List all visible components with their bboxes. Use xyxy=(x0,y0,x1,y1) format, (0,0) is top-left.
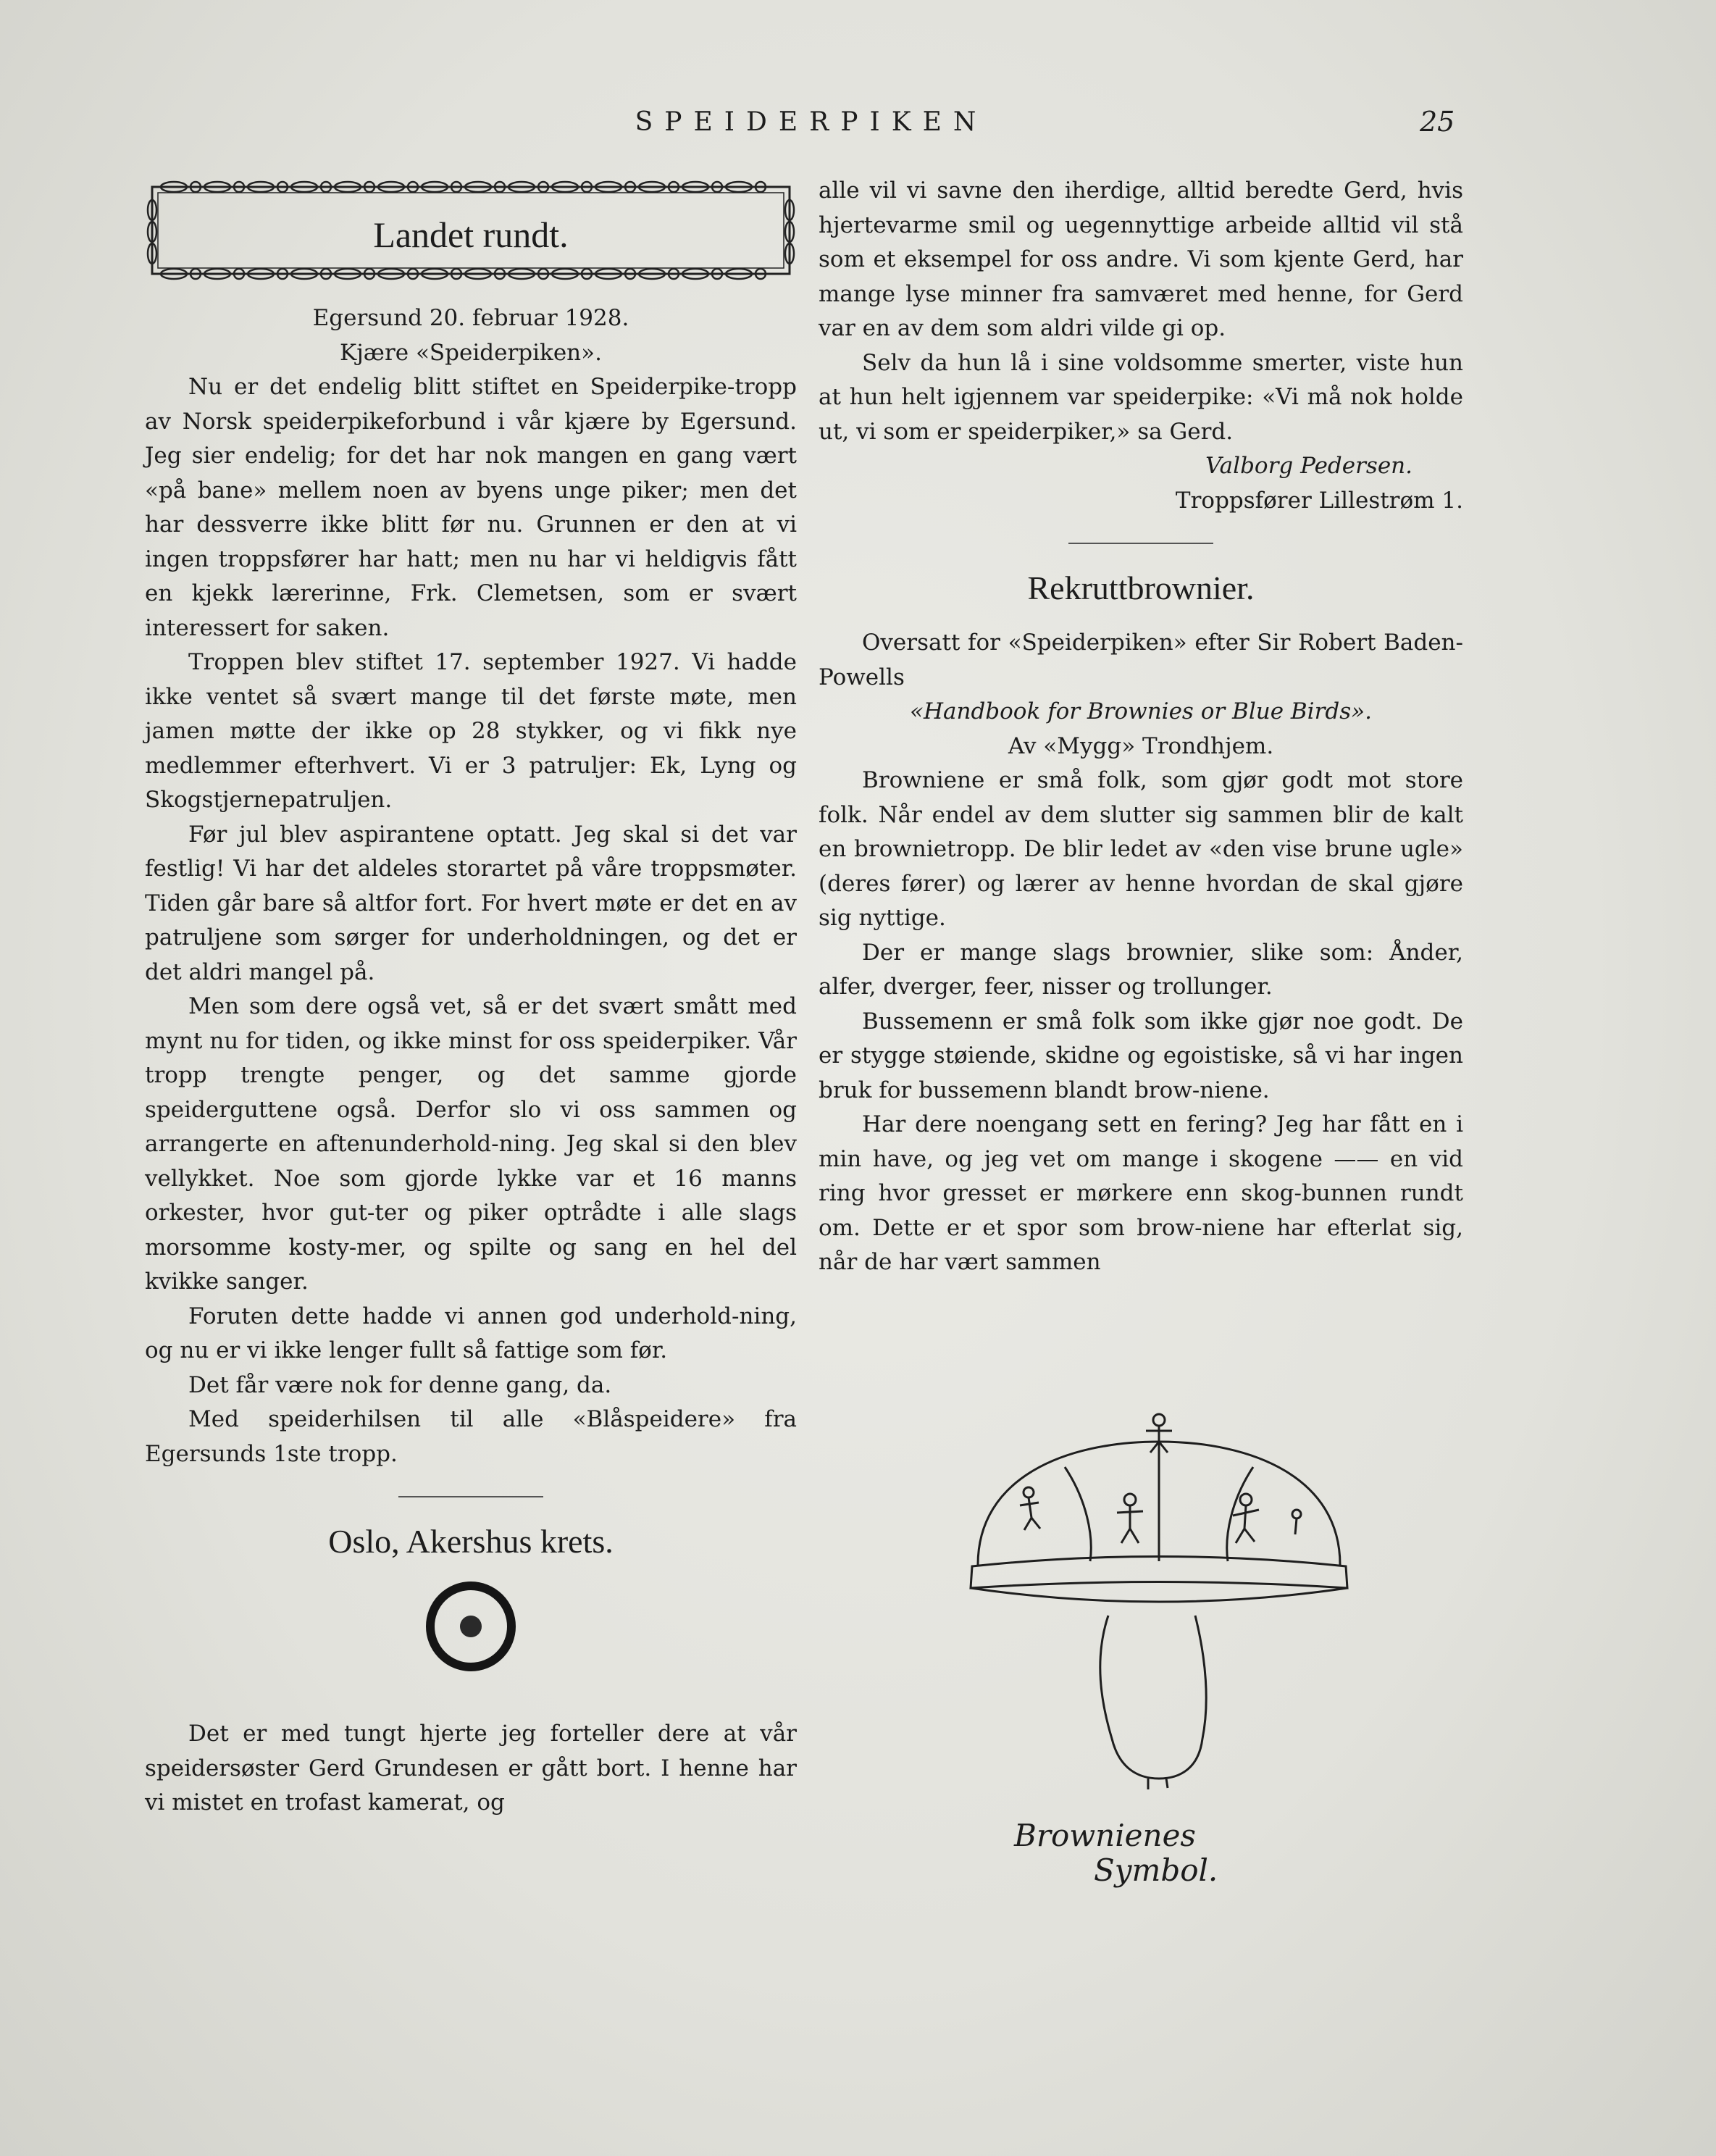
left-column xyxy=(145,174,797,1821)
subtitle-book: «Handbook for Brownies or Blue Birds». xyxy=(910,698,1372,724)
paragraph: Men som dere også vet, så er det svært smått med mynt nu for tiden, og ikke minst for oss speiderpiker. Vår tropp trengte penger, og det samme gjorde speiderguttene også. Derfor slo vi oss sammen og arrangerte en aftenunderhold-ning. Jeg skal si den blev vellykket. Noe som gjorde lykke var et 16 manns orkester, hvor gut-ter og piker optrådte i alle slags morsomme kosty-mer, og spilte og sang en hel del kvikke sanger. xyxy=(145,993,797,1295)
section-heading-oslo: Oslo, Akershus krets. xyxy=(328,1523,614,1560)
paragraph: Det er med tungt hjerte jeg forteller dere at vår speidersøster Gerd Grundesen er gått bort. I henne har vi mistet en trofast kamerat, og xyxy=(145,1721,797,1816)
paragraph: Bussemenn er små folk som ikke gjør noe godt. De er stygge støiende, skidne og egoistiske, så vi har ingen bruk for bussemenn blandt brow-niene. xyxy=(819,1008,1463,1103)
caption-line: Symbol. xyxy=(1094,1852,1218,1888)
divider-rule xyxy=(1068,543,1213,544)
section-title-landet-rundt: Landet rundt. xyxy=(373,214,569,255)
paragraph: Selv da hun lå i sine voldsomme smerter, viste hun at hun helt igjennem var speiderpike: «Vi må nok holde ut, vi som er speiderpiker,» sa Gerd. xyxy=(819,349,1463,445)
signature: Valborg Pedersen. xyxy=(1205,453,1412,479)
paragraph: Har dere noengang sett en fering? Jeg har fått en i min have, og jeg vet om mange i skogene —— en vid ring hvor gresset er mørkere enn skog-bunnen rundt om. Dette er et spor som brow-niene har efterlat sig, når de har vært sammen xyxy=(819,1111,1463,1275)
salutation: Kjære «Speiderpiken». xyxy=(340,339,602,366)
paragraph: Før jul blev aspirantene optatt. Jeg skal si det var festlig! Vi har det aldeles storartet på våre troppsmøter. Tiden går bare så altfor fort. For hvert møte er det en av patruljene som sørger for underholdningen, og det er det aldri mangel på. xyxy=(145,821,797,985)
paragraph: Det får være nok for denne gang, da. xyxy=(188,1371,612,1398)
dateline: Egersund 20. februar 1928. xyxy=(312,305,629,331)
caption-line: Brownienes xyxy=(1014,1818,1196,1853)
signature-title: Troppsfører Lillestrøm 1. xyxy=(1175,487,1463,514)
paragraph: alle vil vi savne den iherdige, alltid beredte Gerd, hvis hjertevarme smil og uegennyttige arbeide alltid vil stå som et eksempel for oss andre. Vi som kjente Gerd, har mange lyse minner fra samværet med henne, for Gerd var en av dem som aldri vilde gi op. xyxy=(819,177,1463,341)
paragraph: Nu er det endelig blitt stiftet en Speiderpike-tropp av Norsk speiderpikeforbund i vår kjære by Egersund. Jeg sier endelig; for det har nok mangen en gang vært «på bane» mellem noen av byens unge piker; men det har dessverre ikke blitt før nu. Grunnen er den at vi ingen troppsfører har hatt; men nu har vi heldigvis fått en kjekk lærerinne, Frk. Clemetsen, som er svært interessert for saken. xyxy=(145,374,797,641)
target-circle-icon xyxy=(424,1579,518,1674)
ornamental-title-box xyxy=(145,174,797,290)
byline: Av «Mygg» Trondhjem. xyxy=(1008,732,1274,759)
paragraph: Browniene er små folk, som gjør godt mot store folk. Når endel av dem slutter sig sammen blir de kalt en brownietropp. De blir ledet av «den vise brune ugle» (deres fører) og lærer av henne hvordan de skal gjøre sig nyttige. xyxy=(819,767,1463,931)
illustration-caption xyxy=(1014,1818,1304,1888)
paragraph: Der er mange slags brownier, slike som: Ånder, alfer, dverger, feer, nisser og trollunger. xyxy=(819,939,1463,1000)
right-column xyxy=(819,174,1463,1280)
paragraph: Med speiderhilsen til alle «Blåspeidere» fra Egersunds 1ste tropp. xyxy=(145,1406,797,1467)
subtitle-translation: Oversatt for «Speiderpiken» efter Sir Robert Baden-Powells xyxy=(819,630,1463,690)
paragraph: Troppen blev stiftet 17. september 1927. Vi hadde ikke ventet så svært mange til det første møte, men jamen møtte der ikke op 28 stykker, og vi fikk nye medlemmer efterhvert. Vi er 3 patruljer: Ek, Lyng og Skogstjernepatruljen. xyxy=(145,649,797,813)
running-title: SPEIDERPIKEN xyxy=(635,107,988,137)
section-heading-rekruttbrownier: Rekruttbrownier. xyxy=(1027,569,1255,606)
page-number: 25 xyxy=(1420,106,1455,138)
divider-rule xyxy=(398,1496,543,1497)
mushroom-illustration xyxy=(956,1398,1362,1804)
paragraph: Foruten dette hadde vi annen god underhold-ning, og nu er vi ikke lenger fullt så fattige som før. xyxy=(145,1303,797,1363)
